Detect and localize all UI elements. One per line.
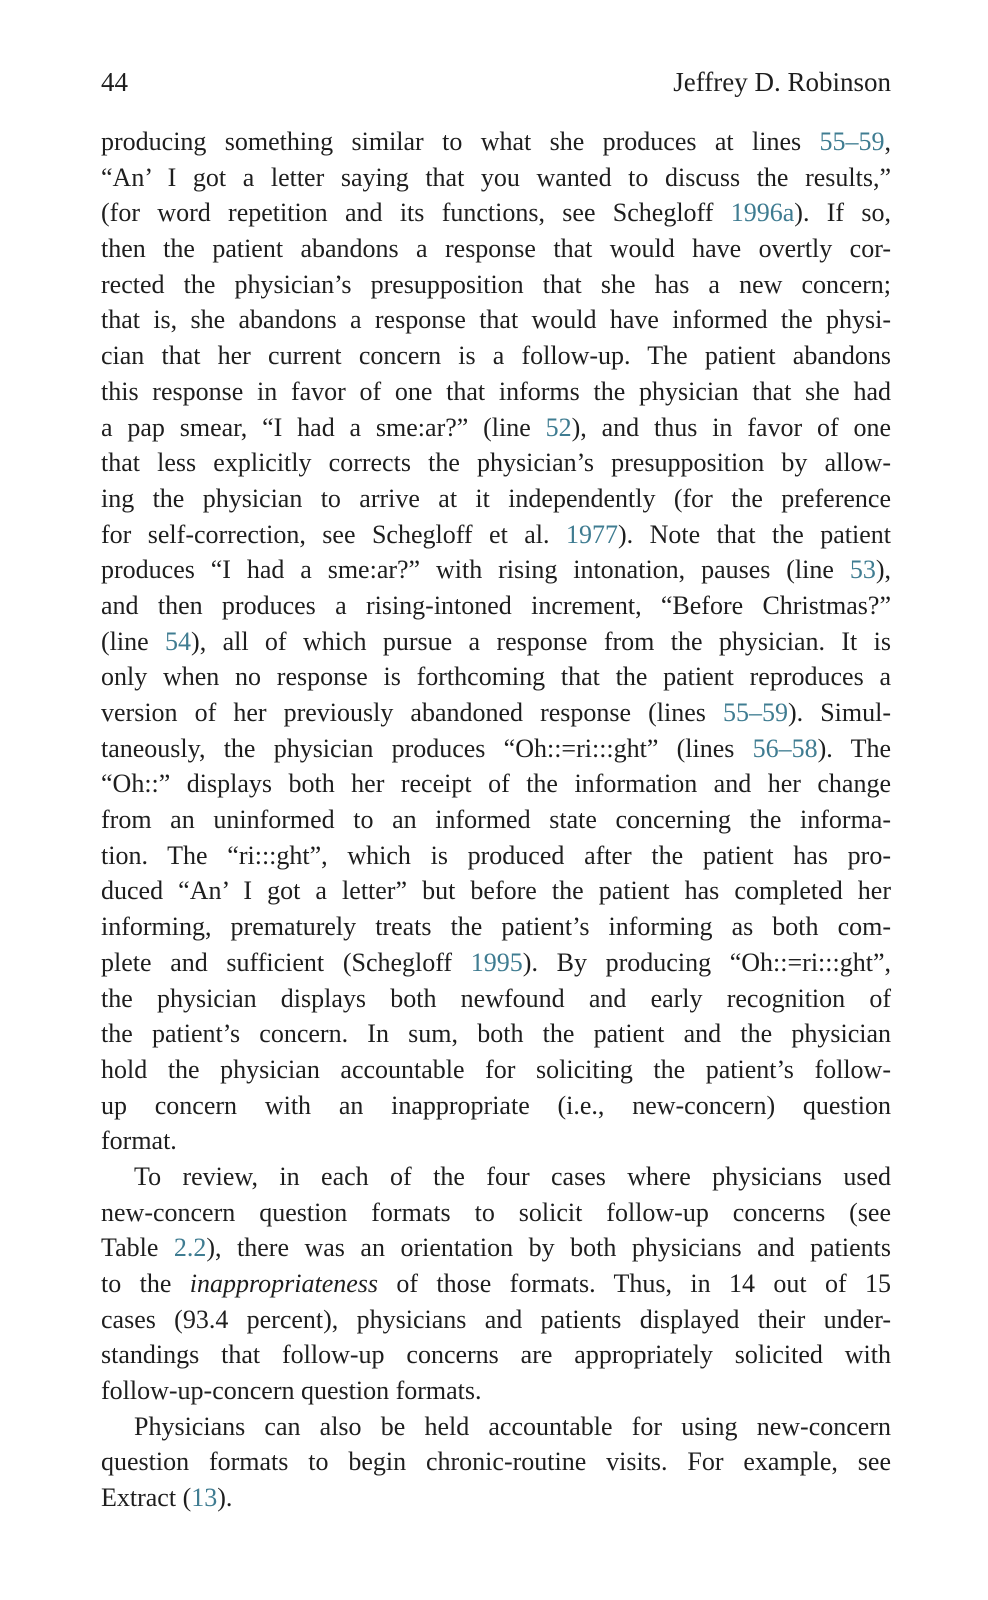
text-run: a pap smear, “I had a sme:ar?” (line [101, 412, 546, 442]
text-run: of those formats. Thus, in 14 out of 15 [378, 1269, 891, 1298]
text-run: informing, prematurely treats the patient’s informing as both com- [101, 912, 891, 942]
text-line [101, 1159, 891, 1195]
cross-reference-link[interactable]: 1996a [730, 198, 795, 228]
text-run: from an uninformed to an informed state concerning the informa- [101, 805, 891, 835]
text-line [101, 195, 891, 231]
text-line [101, 160, 891, 196]
text-run: ). Note that the patient [617, 519, 892, 549]
text-line [101, 1266, 891, 1302]
cross-reference-link[interactable]: 1995 [470, 947, 523, 977]
text-line [101, 124, 891, 160]
text-line [101, 302, 891, 338]
paragraph [101, 1159, 891, 1409]
text-run: and then produces a rising-intoned increment, “Before Christmas?” [101, 590, 891, 620]
text-line [101, 945, 891, 981]
text-run: for self-correction, see Schegloff et al. [101, 519, 566, 549]
text-run: only when no response is forthcoming that the patient reproduces a [101, 662, 891, 692]
text-line [101, 766, 891, 802]
text-line [101, 1444, 891, 1480]
text-run: (for word repetition and its functions, see Schegloff [101, 198, 731, 228]
text-line [101, 267, 891, 303]
paragraph [101, 124, 891, 1159]
cross-reference-link[interactable]: 13 [191, 1483, 218, 1513]
text-run: tion. The “ri:::ght”, which is produced after the patient has pro- [101, 840, 891, 870]
text-run: that is, she abandons a response that would have informed the physi- [101, 305, 891, 335]
text-run: then the patient abandons a response that would have overtly cor- [101, 234, 891, 264]
text-run: Physicians can also be held accountable for using new-concern [134, 1411, 891, 1441]
text-run: plete and sufficient (Schegloff [101, 947, 471, 977]
text-line [101, 909, 891, 945]
text-line [101, 1302, 891, 1338]
text-run: format. [101, 1126, 177, 1156]
text-run: up concern with an inappropriate (i.e., new-concern) question [101, 1090, 891, 1120]
text-run: to the [101, 1269, 190, 1298]
text-line [101, 1480, 891, 1516]
text-run: hold the physician accountable for soliciting the patient’s follow- [101, 1054, 891, 1084]
text-line [101, 838, 891, 874]
running-head-author: Jeffrey D. Robinson [673, 67, 891, 97]
cross-reference-link[interactable]: 55–59 [722, 698, 788, 727]
text-run: ), there was an orientation by both physicians and patients [206, 1233, 891, 1263]
text-line [101, 517, 891, 553]
text-line [101, 338, 891, 374]
text-run: that less explicitly corrects the physician’s presupposition by allow- [101, 448, 891, 478]
cross-reference-link[interactable]: 55–59 [819, 127, 885, 156]
text-run: the physician displays both newfound and early recognition of [101, 983, 891, 1013]
text-line [101, 445, 891, 481]
text-run: ). By producing “Oh::=ri:::ght”, [522, 947, 891, 977]
cross-reference-link[interactable]: 54 [165, 626, 192, 656]
text-line [101, 695, 891, 731]
cross-reference-link[interactable]: 2.2 [173, 1233, 207, 1263]
cross-reference-link[interactable]: 52 [545, 412, 572, 442]
text-run: version of her previously abandoned response (lines [101, 698, 723, 727]
cross-reference-link[interactable]: 1977 [565, 519, 618, 549]
book-page [101, 0, 891, 1600]
text-line [101, 1409, 891, 1445]
text-run: question formats to begin chronic-routine visits. For example, see [101, 1447, 891, 1477]
text-line [101, 410, 891, 446]
text-run: ). The [817, 733, 891, 763]
text-run: ), [875, 555, 891, 585]
text-line [101, 1195, 891, 1231]
text-run: this response in favor of one that informs the physician that she had [101, 376, 891, 406]
text-line [101, 1337, 891, 1373]
text-run: cases (93.4 percent), physicians and patients displayed their under- [101, 1304, 891, 1334]
text-run: “Oh::” displays both her receipt of the information and her change [101, 769, 891, 799]
text-run: produces “I had a sme:ar?” with rising intonation, pauses (line [101, 555, 850, 585]
text-line [101, 873, 891, 909]
text-line [101, 481, 891, 517]
text-run: duced “An’ I got a letter” but before the patient has completed her [101, 876, 891, 906]
text-run: ), and thus in favor of one [571, 412, 891, 442]
text-run: Extract ( [101, 1483, 192, 1513]
text-run: , [884, 127, 891, 156]
text-line [101, 588, 891, 624]
text-run: follow-up-concern question formats. [101, 1376, 482, 1406]
text-line [101, 731, 891, 767]
text-run: Table [101, 1233, 174, 1263]
text-run: rected the physician’s presupposition that she has a new concern; [101, 269, 891, 299]
text-run: new-concern question formats to solicit follow-up concerns (see [101, 1197, 891, 1227]
cross-reference-link[interactable]: 53 [849, 555, 876, 585]
paragraph [101, 1409, 891, 1516]
text-run: ), all of which pursue a response from the physician. It is [191, 626, 891, 656]
text-line [101, 659, 891, 695]
text-run: taneously, the physician produces “Oh::=ri:::ght” (lines [101, 733, 753, 763]
text-line [101, 1088, 891, 1124]
text-line [101, 1052, 891, 1088]
text-run: “An’ I got a letter saying that you wanted to discuss the results,” [101, 162, 891, 192]
emphasized-text: inappropriateness [189, 1269, 379, 1298]
text-line [101, 981, 891, 1017]
text-line [101, 374, 891, 410]
text-line [101, 1373, 891, 1409]
text-run: standings that follow-up concerns are appropriately solicited with [101, 1340, 891, 1370]
text-line [101, 1016, 891, 1052]
text-line [101, 1230, 891, 1266]
text-run: To review, in each of the four cases where physicians used [134, 1161, 891, 1191]
text-line [101, 624, 891, 660]
text-run: ). Simul- [787, 698, 891, 727]
text-line [101, 231, 891, 267]
text-run: the patient’s concern. In sum, both the patient and the physician [101, 1019, 891, 1049]
page-number: 44 [101, 67, 128, 97]
text-run: (line [101, 626, 166, 656]
running-head [101, 62, 891, 102]
text-line [101, 552, 891, 588]
text-line [101, 802, 891, 838]
text-run: ing the physician to arrive at it independently (for the preference [101, 483, 891, 513]
text-run: cian that her current concern is a follow-up. The patient abandons [101, 341, 891, 371]
text-run: ). If so, [794, 198, 891, 228]
body-text [101, 124, 891, 1516]
text-line [101, 1123, 891, 1159]
text-run: producing something similar to what she produces at lines [101, 127, 820, 156]
text-run: ). [217, 1483, 233, 1513]
cross-reference-link[interactable]: 56–58 [752, 733, 818, 763]
